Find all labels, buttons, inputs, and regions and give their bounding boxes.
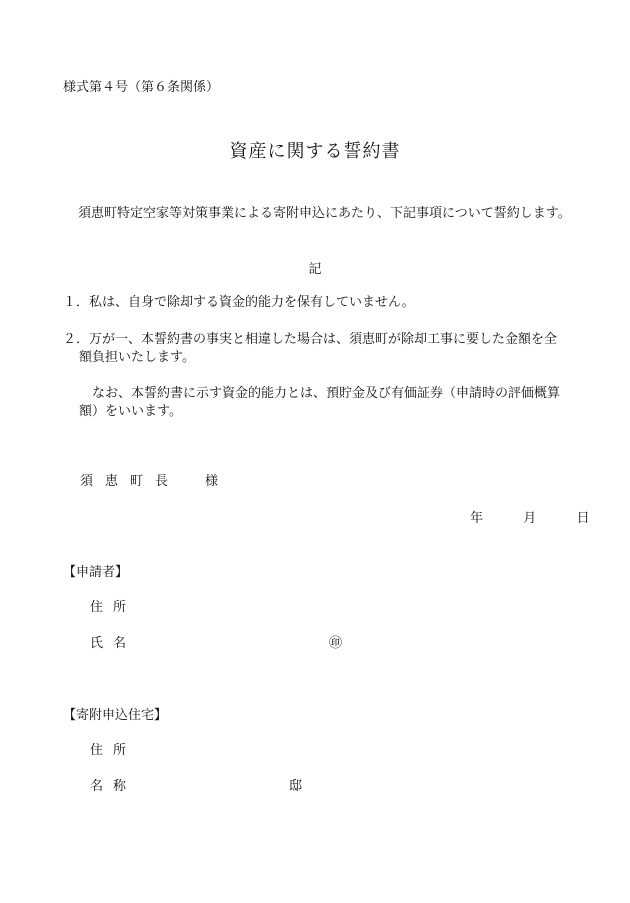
pledge-item-2-line-2: 額負担いたします。 [79,350,195,365]
applicant-address-label: 住所 [90,600,137,615]
intro-text: 須恵町特定空家等対策事業による寄附申込にあたり、下記事項について誓約します。 [78,206,571,221]
pledge-item-2-line-1: ２．万が一、本誓約書の事実と相違した場合は、須恵町が除却工事に要した金額を全 [63,332,558,347]
addressee: 須恵町長 様 [80,474,231,489]
date-line [470,512,590,525]
applicant-name-label: 氏名 [90,636,137,651]
note-line-2: 額）をいいます。 [79,404,182,419]
house-name-label: 名称 [90,779,137,794]
donation-house-heading: 【寄附申込住宅】 [63,708,168,723]
form-number: 様式第４号（第６条関係） [63,80,220,95]
document-title: 資産に関する誓約書 [229,141,401,162]
note-line-1: なお、本誓約書に示す資金的能力とは、預貯金及び有価証券（申請時の評価概算 [92,386,561,401]
house-address-label: 住所 [90,743,137,758]
applicant-heading: 【申請者】 [63,565,129,580]
seal-mark: ㊞ [329,636,343,651]
house-suffix: 邸 [289,779,303,794]
date-month: 月 [523,511,537,526]
date-year: 年 [470,511,484,526]
ki-heading: 記 [308,262,322,277]
pledge-item-1: １．私は、自身で除却する資金的能力を保有していません。 [63,295,415,310]
date-day: 日 [576,511,590,526]
